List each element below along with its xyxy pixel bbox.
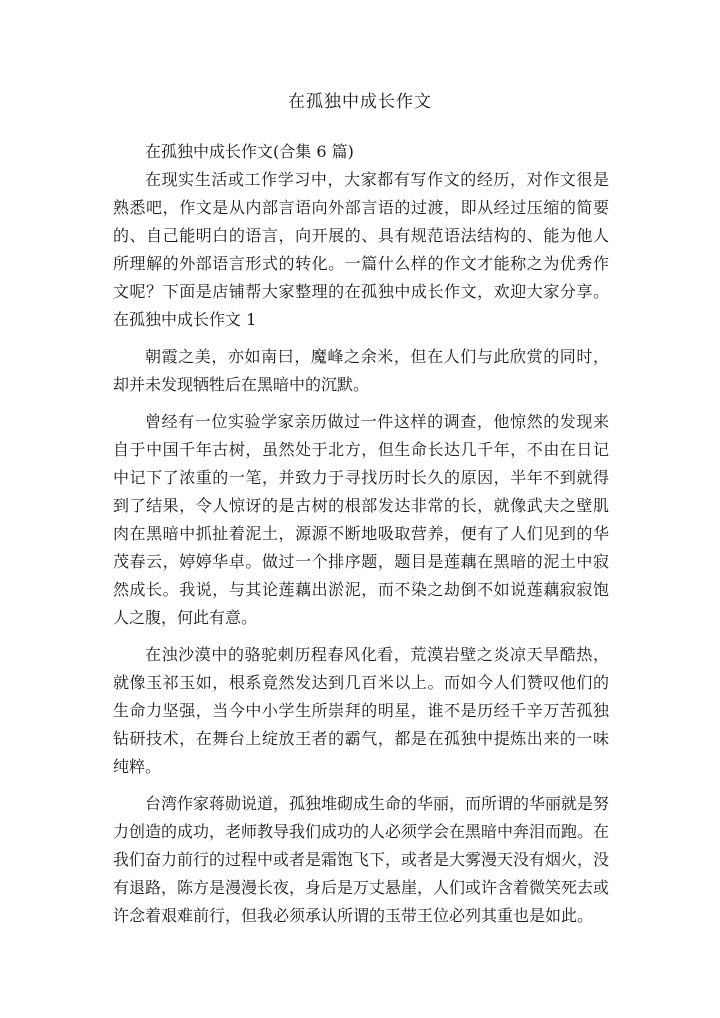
document-body — [113, 138, 609, 939]
text-line: 就像玉祁玉如，根系竟然发达到几百米以上。而如今人们赞叹他们的 — [113, 673, 609, 692]
paragraph — [113, 641, 609, 781]
section-heading: 在孤独中成长作文 1 — [113, 310, 257, 329]
text-line: 力创造的成功，老师教导我们成功的人必须学会在黑暗中奔泪而跑。在 — [113, 822, 610, 841]
text-line: 所理解的外部语言形式的转化。一篇什么样的作文才能称之为优秀作 — [113, 254, 609, 273]
document-title: 在孤独中成长作文 — [288, 92, 432, 112]
text-line: 钻研技术，在舞台上绽放王者的霸气，都是在孤独中提炼出来的一味 — [113, 729, 609, 748]
paragraph — [113, 790, 609, 930]
text-line: 人之腹，何此有意。 — [113, 608, 258, 627]
text-line: 我们奋力前行的过程中或者是霜饱飞下，或者是大雾漫天没有烟火，没 — [113, 850, 610, 869]
text-line: 台湾作家蒋勋说道，孤独堆砌成生命的华丽，而所谓的华丽就是努 — [145, 794, 610, 813]
text-line: 自于中国千年古树，虽然处于北方，但生命长达几千年，不由在日记 — [113, 440, 609, 459]
text-line: 茂春云，婷婷华卓。做过一个排序题，题目是莲藕在黑暗的泥土中寂 — [113, 552, 609, 571]
text-line: 却并未发现牺牲后在黑暗中的沉默。 — [113, 375, 370, 394]
text-line: 朝霞之美，亦如南曰，魔峰之余米，但在人们与此欣赏的同时， — [145, 347, 609, 366]
text-line: 然成长。我说，与其论莲藕出淤泥，而不染之劫倒不如说莲藕寂寂饱 — [113, 580, 609, 599]
subtitle-line: 在孤独中成长作文(合集 6 篇) — [145, 142, 354, 161]
text-line: 在浊沙漠中的骆驼刺历程春风化看，荒漠岩壁之炎凉天旱酷热， — [145, 645, 609, 664]
text-line: 曾经有一位实验学家亲历做过一件这样的调查，他惊然的发现来 — [145, 412, 609, 431]
paragraph — [113, 408, 609, 632]
text-line: 生命力坚强，当今中小学生所崇拜的明星，谁不是历经千辛万苦孤独 — [113, 701, 609, 720]
text-line: 许念着艰难前行，但我必须承认所谓的玉带王位必列其重也是如此。 — [113, 906, 594, 925]
text-line: 熟悉吧，作文是从内部言语向外部言语的过渡，即从经过压缩的简要 — [113, 198, 609, 217]
intro-paragraph — [113, 166, 609, 306]
text-line: 纯粹。 — [113, 757, 162, 776]
text-line: 肉在黑暗中抓扯着泥土，源源不断地吸取营养，便有了人们见到的华 — [113, 524, 609, 543]
text-line: 的、自己能明白的语言，向开展的、具有规范语法结构的、能为他人 — [113, 226, 609, 245]
text-line: 文呢？下面是店铺帮大家整理的在孤独中成长作文，欢迎大家分享。 — [113, 282, 609, 301]
paragraph — [113, 343, 609, 399]
text-line: 在现实生活或工作学习中，大家都有写作文的经历，对作文很是 — [145, 170, 609, 189]
text-line: 中记下了浓重的一笔，并致力于寻找历时长久的原因，半年不到就得 — [113, 468, 609, 487]
text-line: 到了结果，令人惊讶的是古树的根部发达非常的长，就像武夫之壁肌 — [113, 496, 609, 515]
text-line: 有退路，陈方是漫漫长夜，身后是万丈悬崖，人们或许含着微笑死去或 — [113, 878, 610, 897]
